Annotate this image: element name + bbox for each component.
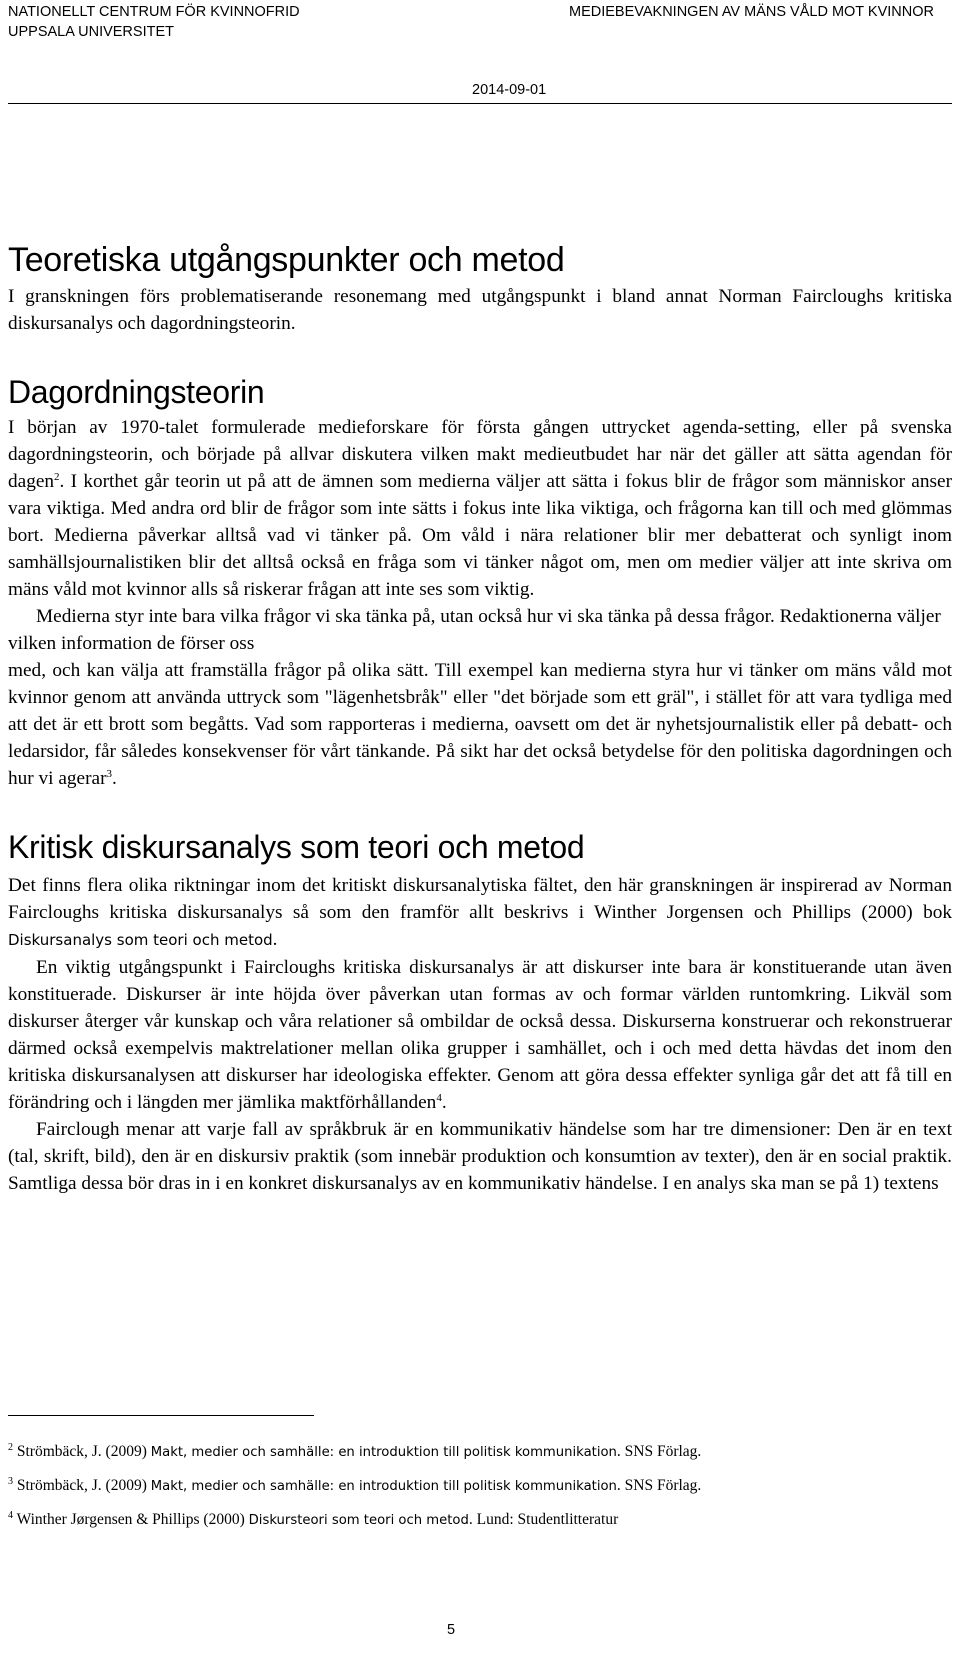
paragraph-cda-1: Det finns flera olika riktningar inom det kritiskt diskursanalytiska fältet, den här granskningen är inspirerad av Norman Faircloughs kritiska diskursanalys så som den framför allt beskrivs i Winther Jorgensen och Phillips (2000) bok Diskursanalys som teori och metod. <box>8 875 952 950</box>
footnote-2: $^2$ Strömbäck, J. (2009) Makt, medier och samhälle: en introduktion till politisk kommunikation. SNS Förlag. <box>8 1442 702 1460</box>
paragraph-agenda-2-cont: med, och kan välja att framställa frågor på olika sätt. Till exempel kan medierna styra hur vi tänker om mäns våld mot kvinnor genom att använda uttryck som "lägenhetsbråk" eller "det började som ett gräl", i stället för att vara tydliga med att det är ett brott som begåtts. Vad som rapporteras i medierna, oavsett om det är nyhetsjournalistik eller på debatt- och ledarsidor, får således konsekvenser för vårt tänkande. På sikt har det också betydelse för den politiska dagordningen och hur vi agerar$^3$. <box>8 660 952 789</box>
paragraph-agenda-2: Medierna styr inte bara vilka frågor vi ska tänka på, utan också hur vi ska tänka på dessa frågor. Redaktionerna väljer vilken information de förser oss <box>8 606 941 654</box>
section-heading-critical-discourse: Kritisk diskursanalys som teori och metod <box>8 829 585 865</box>
header-university: UPPSALA UNIVERSITET <box>8 24 174 40</box>
footnote-4: $^4$ Winther Jørgensen & Phillips (2000) Diskursteori som teori och metod. Lund: Studentlitteratur <box>8 1510 619 1528</box>
footnote-ref-2[interactable]: 2 <box>54 471 60 483</box>
page-number: 5 <box>447 1622 456 1638</box>
header-divider <box>8 103 952 104</box>
paragraph-cda-3: Fairclough menar att varje fall av språkbruk är en kommunikativ händelse som har tre dimensioner: Den är en text (tal, skrift, bild), den är en diskursiv praktik (som innebär produktion och konsumtion av texter), den är en social praktik. Samtliga dessa bör dras in i en konkret diskursanalys av en kommunikativ händelse. I en analys ska man se på 1) textens <box>8 1119 952 1194</box>
paragraph-agenda-1: I början av 1970-talet formulerade medieforskare för första gången uttrycket agenda-setting, eller på svenska dagordningsteorin, och började på allvar diskutera vilken makt medieutbudet har när det gäller att sätta agendan för dagen$^2$. I korthet går teorin ut på att de ämnen som medierna väljer att sätta i fokus blir de frågor som människor anser vara viktiga. Med andra ord blir de frågor som inte sätts i fokus inte lika viktiga, och frågorna kan till och med glömmas bort. Medierna påverkar alltså vad vi tänker på. Om våld i nära relationer blir mer debatterat och synligt inom samhällsjournalistiken blir det alltså också en fråga som vi tänker något om, men om medier väljer att inte skriva om mäns våld mot kvinnor alls så riskerar frågan att inte ses som viktig. <box>8 417 952 600</box>
paragraph-cda-2: En viktig utgångspunkt i Faircloughs kritiska diskursanalys är att diskurser inte bara är konstituerande utan även konstituerade. Diskurser är inte höjda över påverkan utan formas av och formar världen runtomkring. Likväl som diskurser återger vår kunskap och våra relationer så ombildar de också dessa. Diskurserna konstruerar och rekonstruerar därmed också exempelvis maktrelationer mellan olika grupper i samhället, och i och med detta hävdas det inom den kritiska diskursanalysen att diskurser har ideologiska effekter. Genom att göra dessa effekter synliga går det att få till en förändring och i längden mer jämlika maktförhållanden$^4$. <box>8 957 952 1113</box>
header-report-title: MEDIEBEVAKNINGEN AV MÄNS VÅLD MOT KVINNOR <box>569 4 934 20</box>
footnote-ref-4[interactable]: 4 <box>436 1092 442 1104</box>
header-organization <box>8 2 300 42</box>
header-org-name: NATIONELLT CENTRUM FÖR KVINNOFRID <box>8 4 300 20</box>
paragraph-intro: I granskningen förs problematiserande resonemang med utgångspunkt i bland annat Norman Faircloughs kritiska diskursanalys och dagordningsteorin. <box>8 286 952 334</box>
footnote-ref-3[interactable]: 3 <box>106 768 112 780</box>
footnote-3: $^3$ Strömbäck, J. (2009) Makt, medier och samhälle: en introduktion till politisk kommunikation. SNS Förlag. <box>8 1476 702 1494</box>
header-date: 2014-09-01 <box>472 82 547 98</box>
section-heading-theory-method: Teoretiska utgångspunkter och metod <box>8 241 565 279</box>
footnote-divider <box>8 1415 314 1416</box>
section-heading-agenda-setting: Dagordningsteorin <box>8 374 265 410</box>
page-body <box>8 238 952 1197</box>
book-title: Diskursanalys som teori och metod <box>8 931 273 949</box>
